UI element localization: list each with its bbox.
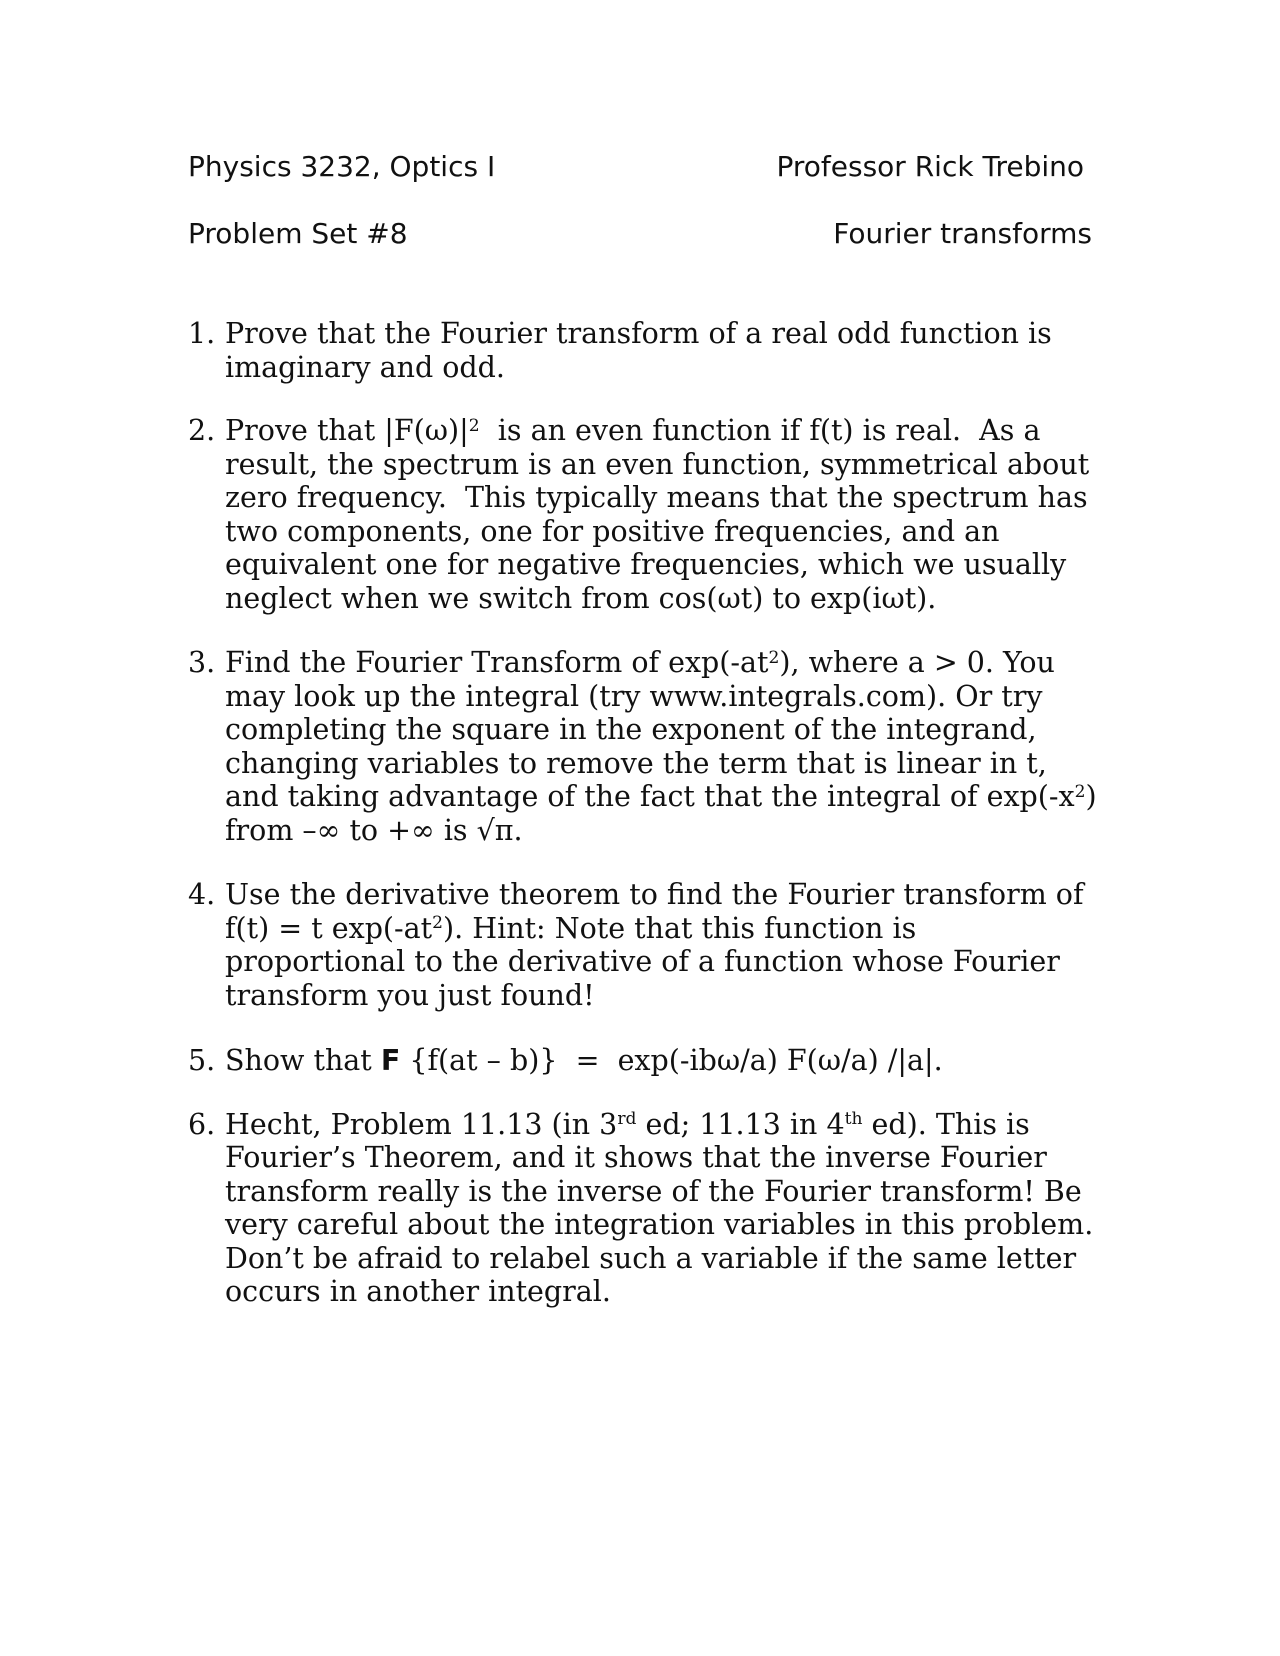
problem-text-part: ) from –∞ to +∞ is √π. — [225, 780, 1097, 847]
problem-list — [188, 317, 1100, 1341]
problem-text — [225, 414, 1100, 615]
problem-text — [225, 878, 1100, 1012]
problem-number: 2. — [188, 414, 216, 447]
problem-text-part: {f(at – b)} = exp(-ibω/a) F(ω/a) /|a|. — [400, 1044, 943, 1077]
superscript: 2 — [432, 913, 444, 934]
problem-text-part: Use the derivative theorem to find the Fourier transform of — [225, 878, 1084, 911]
problem-number: 3. — [188, 646, 216, 679]
problem-text-part: f(t) = t exp(-at — [225, 911, 433, 945]
professor-name: Professor Rick Trebino — [776, 150, 1084, 183]
problem-text-part: Show that — [225, 1044, 381, 1077]
problem-text — [225, 1044, 1100, 1078]
problem-2 — [188, 414, 1100, 615]
problem-text-part: Hecht, Problem 11.13 (in 3 — [225, 1107, 618, 1141]
topic-title: Fourier transforms — [833, 217, 1092, 250]
problem-text-part: Find the Fourier Transform of exp(-at — [225, 646, 769, 679]
problem-text — [225, 646, 1100, 847]
fourier-operator: F — [380, 1044, 401, 1077]
problem-3 — [188, 646, 1100, 847]
problem-text — [225, 317, 1100, 384]
problem-text-part: ed). This is Fourier’s Theorem, and it shows that the inverse Fourier transform really is the inverse of the Fourier transform! Be very careful about the integration variables in this problem. Don’t be afraid to relabel such a variable if the same letter occurs in another integral. — [225, 1107, 1094, 1308]
problem-5 — [188, 1044, 1100, 1078]
superscript: th — [844, 1109, 863, 1130]
problem-text-part: is an even function if f(t) is real. As a result, the spectrum is an even function, symmetrical about zero frequency. This typically means that the spectrum has two components, one for positive frequencies, and an equivalent one for negative frequencies, which we usually neglect when we switch from cos(ωt) to exp(iωt). — [225, 414, 1099, 615]
problem-6 — [188, 1108, 1100, 1309]
problem-1 — [188, 317, 1100, 384]
problem-text-part: Prove that the Fourier transform of a real odd function is imaginary and odd. — [225, 317, 1052, 384]
problem-number: 6. — [188, 1107, 216, 1141]
problem-4 — [188, 878, 1100, 1012]
superscript: 2 — [468, 415, 480, 436]
problem-number: 1. — [188, 317, 216, 350]
problem-text-part: Prove that |F(ω)| — [225, 414, 469, 447]
course-title: Physics 3232, Optics I — [188, 150, 496, 183]
problem-text — [225, 1108, 1100, 1309]
problem-set-title: Problem Set #8 — [188, 217, 408, 250]
problem-number: 4. — [188, 878, 216, 911]
problem-text-part: ed; 11.13 in 4 — [636, 1107, 845, 1141]
superscript: rd — [617, 1109, 637, 1130]
problem-text-part: ). Hint: Note that this function is proportional to the derivative of a function whose Fourier transform you just found! — [225, 911, 1060, 1012]
problem-text-part: ), where a > 0. You may look up the integral (try www.integrals.com). Or try completing the square in the exponent of the integrand, changing variables to remove the term that is linear in t, and taking advantage of the fact that the integral of exp(-x — [225, 646, 1075, 813]
superscript: 2 — [768, 647, 780, 668]
superscript: 2 — [1074, 781, 1086, 802]
problem-number: 5. — [188, 1044, 216, 1077]
